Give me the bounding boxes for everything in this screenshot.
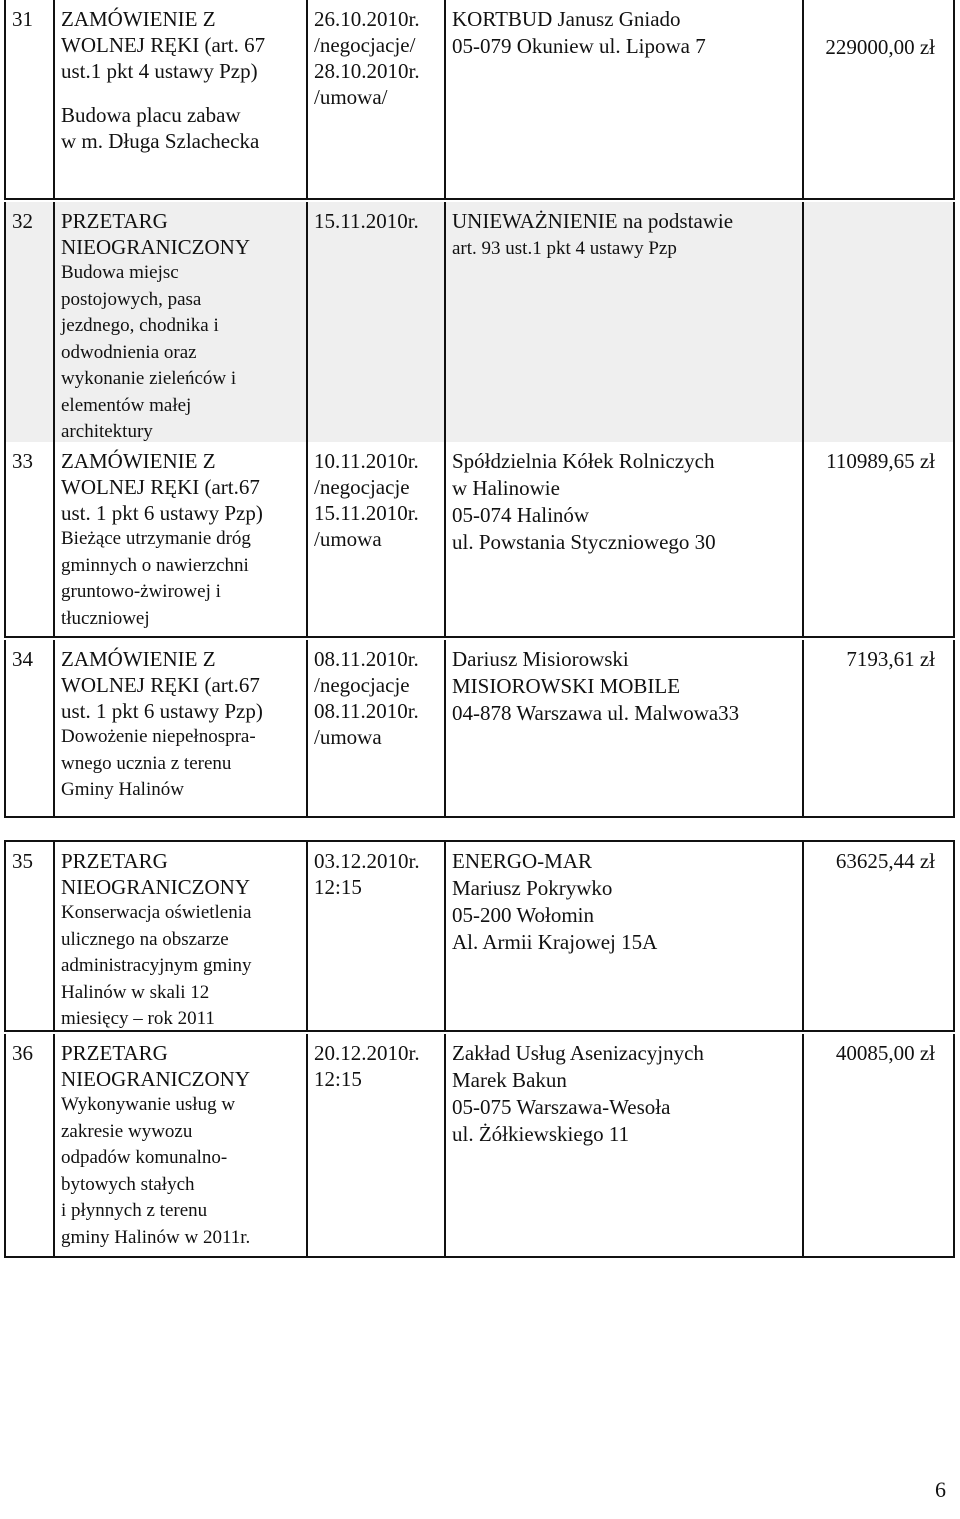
- amount-column: 110989,65 zł: [802, 442, 955, 636]
- row-number: 35: [4, 842, 53, 1030]
- procedure-description: PRZETARG NIEOGRANICZONY Wykonywanie usług w zakresie wywozu odpadów komunalno- bytowych stałych i płynnych z terenu gminy Halinów w 2011r.: [53, 1034, 306, 1256]
- row-number: 34: [4, 640, 53, 816]
- procedure-description: PRZETARG NIEOGRANICZONY Konserwacja oświetlenia ulicznego na obszarze administracyjnym gminy Halinów w skali 12 miesięcy – rok 2011: [53, 842, 306, 1030]
- date-column: 26.10.2010r. /negocjacje/ 28.10.2010r. /umowa/: [306, 0, 444, 198]
- contractor-column: UNIEWAŻNIENIE na podstawie art. 93 ust.1 pkt 4 ustawy Pzp: [444, 202, 802, 442]
- date-column: 03.12.2010r. 12:15: [306, 842, 444, 1030]
- procedure-description: PRZETARG NIEOGRANICZONY Budowa miejsc postojowych, pasa jezdnego, chodnika i odwodnienia oraz wykonanie zieleńców i elementów małej architektury: [53, 202, 306, 442]
- contractor-column: Spółdzielnia Kółek Rolniczych w Halinowie 05-074 Halinów ul. Powstania Styczniowego 30: [444, 442, 802, 636]
- row-number: 36: [4, 1034, 53, 1256]
- date-column: 20.12.2010r. 12:15: [306, 1034, 444, 1256]
- page-number: 6: [935, 1477, 946, 1502]
- table-row: [4, 0, 955, 200]
- date-column: 08.11.2010r. /negocjacje 08.11.2010r. /umowa: [306, 640, 444, 816]
- procedure-description: ZAMÓWIENIE Z WOLNEJ RĘKI (art.67 ust. 1 pkt 6 ustawy Pzp) Dowożenie niepełnospra- wnego ucznia z terenu Gminy Halinów: [53, 640, 306, 816]
- row-number: 31: [4, 0, 53, 198]
- amount-column: 63625,44 zł: [802, 842, 955, 1030]
- row-number: 32: [4, 202, 53, 442]
- table-row: [4, 640, 955, 818]
- amount-column: 40085,00 zł: [802, 1034, 955, 1256]
- procedure-description: ZAMÓWIENIE Z WOLNEJ RĘKI (art.67 ust. 1 pkt 6 ustawy Pzp) Bieżące utrzymanie dróg gminnych o nawierzchni gruntowo-żwirowej i tłuczniowej: [53, 442, 306, 636]
- amount-column: [802, 202, 955, 442]
- row-number: 33: [4, 442, 53, 636]
- contractor-column: KORTBUD Janusz Gniado 05-079 Okuniew ul. Lipowa 7: [444, 0, 802, 198]
- procedure-description: ZAMÓWIENIE Z WOLNEJ RĘKI (art. 67 ust.1 pkt 4 ustawy Pzp) Budowa placu zabaw w m. Długa Szlachecka: [53, 0, 306, 198]
- contractor-column: Zakład Usług Asenizacyjnych Marek Bakun 05-075 Warszawa-Wesoła ul. Żółkiewskiego 11: [444, 1034, 802, 1256]
- table-row: [4, 202, 955, 442]
- table-row: [4, 1034, 955, 1258]
- amount-column: 7193,61 zł: [802, 640, 955, 816]
- contractor-column: ENERGO-MAR Mariusz Pokrywko 05-200 Wołomin Al. Armii Krajowej 15A: [444, 842, 802, 1030]
- table-row: [4, 840, 955, 1032]
- date-column: 15.11.2010r.: [306, 202, 444, 442]
- date-column: 10.11.2010r. /negocjacje 15.11.2010r. /umowa: [306, 442, 444, 636]
- table-row: [4, 442, 955, 638]
- contractor-column: Dariusz Misiorowski MISIOROWSKI MOBILE 04-878 Warszawa ul. Malwowa33: [444, 640, 802, 816]
- amount-column: 229000,00 zł: [802, 0, 955, 198]
